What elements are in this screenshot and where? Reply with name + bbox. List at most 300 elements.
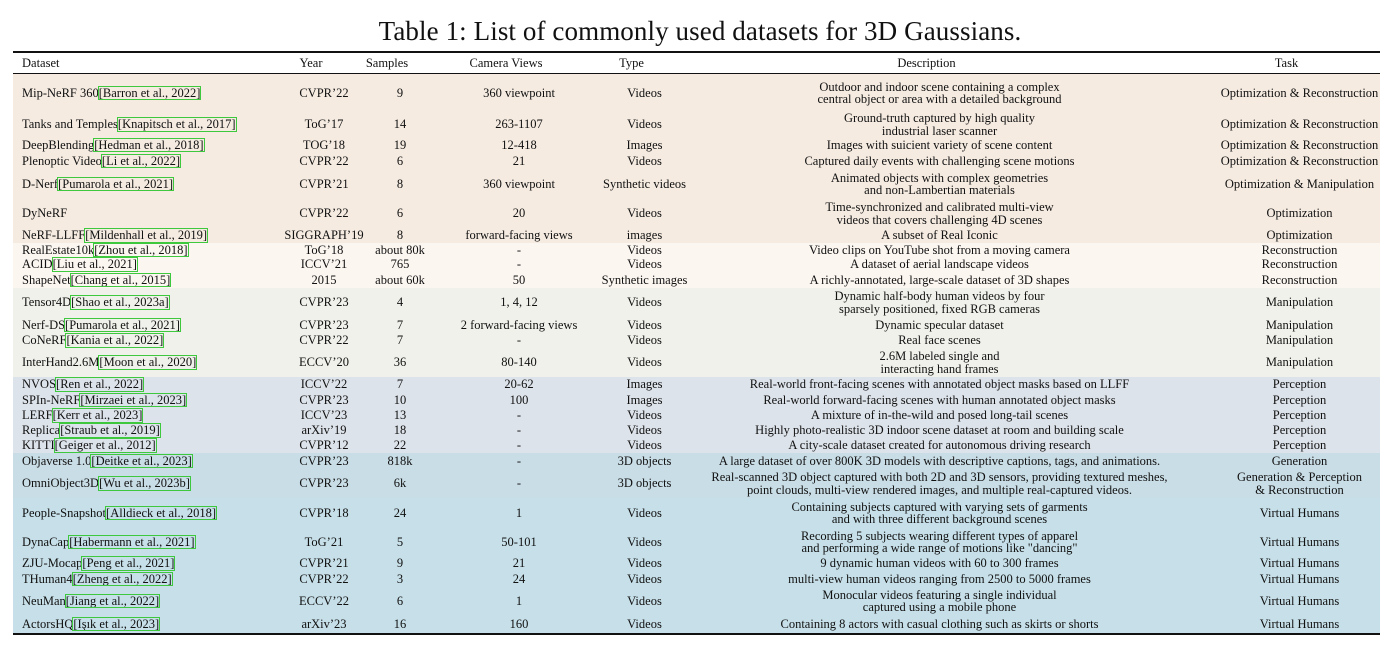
dataset-name: CoNeRF <box>22 333 67 348</box>
cell-type: Videos <box>627 206 662 221</box>
citation-link[interactable]: [Knapitsch et al., 2017] <box>117 117 236 132</box>
cell-description <box>687 408 1192 423</box>
cell-year: ICCV’21 <box>300 257 348 272</box>
cell-camera-views: 1, 4, 12 <box>500 295 538 310</box>
cell-samples: 9 <box>396 85 404 100</box>
cell-task <box>1189 587 1400 615</box>
cell-year: CVPR’23 <box>299 317 349 332</box>
task-line: Reconstruction <box>1261 242 1338 257</box>
table-row <box>13 408 1380 423</box>
table-row <box>13 453 1380 469</box>
cell-samples: about 80k <box>375 242 425 257</box>
description-line: central object or area with a detailed background <box>817 92 1062 106</box>
bottom-rule <box>13 633 1380 635</box>
cell-dataset <box>22 556 292 571</box>
header-camera-views: Camera Views <box>469 56 543 71</box>
cell-camera-views: 12-418 <box>501 137 537 152</box>
cell-dataset <box>22 257 292 272</box>
table-row <box>13 169 1380 199</box>
cell-task <box>1189 257 1400 272</box>
cell-type: Videos <box>627 505 662 520</box>
cell-year: TOG’18 <box>302 137 346 152</box>
description-line: interacting hand frames <box>880 361 999 376</box>
cell-year: CVPR’21 <box>299 176 349 191</box>
cell-camera-views: 360 viewpoint <box>483 85 555 100</box>
cell-samples: 36 <box>393 355 407 370</box>
cell-type: Videos <box>627 438 662 453</box>
table-row <box>13 228 1380 243</box>
citation-link[interactable]: [Hedman et al., 2018] <box>94 137 204 152</box>
cell-description <box>687 169 1192 199</box>
cell-samples: 818k <box>387 453 413 468</box>
cell-camera-views: 50-101 <box>501 534 537 549</box>
cell-samples: 8 <box>396 176 404 191</box>
citation-link[interactable]: [Pumarola et al., 2021] <box>65 317 180 332</box>
cell-description <box>687 392 1192 408</box>
description-line: Animated objects with complex geometries <box>830 170 1049 185</box>
description-line: Real-world front-facing scenes with annotated object masks based on LLFF <box>749 377 1130 392</box>
cell-type: Images <box>626 392 663 407</box>
table-row <box>13 199 1380 228</box>
dataset-name: ActorsHQ <box>22 616 74 631</box>
dataset-name: RealEstate10k <box>22 242 95 257</box>
cell-description <box>687 228 1192 243</box>
description-line: and performing a wide range of motions like "dancing" <box>801 541 1078 555</box>
description-line: Containing 8 actors with casual clothing such as skirts or shorts <box>780 616 1099 631</box>
description-line: captured using a mobile phone <box>862 600 1017 614</box>
cell-camera-views: 360 viewpoint <box>483 176 555 191</box>
dataset-name: People-Snapshot <box>22 505 107 520</box>
description-line: Highly photo-realistic 3D indoor scene dataset at room and building scale <box>755 423 1124 438</box>
cell-description <box>687 288 1192 317</box>
cell-task <box>1189 498 1400 528</box>
cell-year: arXiv’19 <box>301 423 347 438</box>
dataset-name: Mip-NeRF 360 <box>22 85 99 100</box>
cell-description <box>687 153 1192 169</box>
task-line: Optimization & Reconstruction <box>1220 153 1379 168</box>
table-row <box>13 74 1380 112</box>
citation-link[interactable]: [Shao et al., 2023a] <box>71 295 169 310</box>
citation-link[interactable]: [Zhou et al., 2018] <box>94 242 188 257</box>
citation-link[interactable]: [Straub et al., 2019] <box>60 423 160 438</box>
task-line: Reconstruction <box>1261 257 1338 272</box>
cell-description <box>687 272 1192 288</box>
cell-type: Videos <box>627 571 662 586</box>
cell-samples: 18 <box>393 423 407 438</box>
cell-description <box>687 423 1192 438</box>
cell-dataset <box>22 377 292 392</box>
description-line: Captured daily events with challenging scene motions <box>804 153 1075 168</box>
cell-description <box>687 587 1192 615</box>
cell-type: Videos <box>627 534 662 549</box>
table-row <box>13 528 1380 556</box>
cell-dataset <box>22 392 292 408</box>
task-line: Optimization <box>1266 206 1333 221</box>
cell-type: Videos <box>627 317 662 332</box>
description-line: Ground-truth captured by high quality <box>844 111 1035 125</box>
dataset-name: ACID <box>22 257 53 272</box>
citation-link[interactable]: [Barron et al., 2022] <box>98 85 201 100</box>
table-row <box>13 438 1380 453</box>
cell-camera-views: 21 <box>512 153 526 168</box>
cell-samples: 19 <box>393 137 407 152</box>
description-line: and non-Lambertian materials <box>864 183 1015 197</box>
table-row <box>13 272 1380 288</box>
cell-camera-views: - <box>516 242 522 257</box>
cell-task <box>1189 153 1400 169</box>
table-row <box>13 257 1380 272</box>
cell-camera-views: 100 <box>509 392 529 407</box>
cell-dataset <box>22 571 292 587</box>
citation-link[interactable]: [Alldieck et al., 2018] <box>106 505 217 520</box>
cell-description <box>687 137 1192 153</box>
table-row <box>13 587 1380 615</box>
cell-year: CVPR’22 <box>299 85 349 100</box>
citation-link[interactable]: [Pumarola et al., 2021] <box>58 176 173 191</box>
cell-year: CVPR’23 <box>299 392 349 407</box>
cell-dataset <box>22 169 292 199</box>
dataset-name: Plenoptic Video <box>22 153 102 168</box>
cell-task <box>1189 333 1400 348</box>
table-row <box>13 153 1380 169</box>
table-row <box>13 469 1380 498</box>
description-line: Real face scenes <box>898 333 981 348</box>
table-row <box>13 333 1380 348</box>
dataset-name: NeuMan <box>22 593 66 608</box>
cell-dataset <box>22 453 292 469</box>
cell-camera-views: forward-facing views <box>465 228 573 243</box>
cell-description <box>687 348 1192 377</box>
cell-samples: 16 <box>393 616 407 631</box>
cell-camera-views: 160 <box>509 616 529 631</box>
cell-year: CVPR’18 <box>299 505 349 520</box>
cell-samples: 7 <box>396 377 404 392</box>
task-line: Perception <box>1272 408 1327 423</box>
cell-task <box>1189 317 1400 333</box>
cell-camera-views: 263-1107 <box>495 117 543 132</box>
task-line: Perception <box>1272 392 1327 407</box>
cell-dataset <box>22 528 292 556</box>
dataset-name: DeepBlending <box>22 137 95 152</box>
cell-task <box>1189 74 1400 112</box>
cell-year: arXiv’23 <box>301 616 347 631</box>
cell-dataset <box>22 438 292 453</box>
cell-camera-views: 24 <box>512 571 526 586</box>
cell-camera-views: 20 <box>512 206 526 221</box>
header-year: Year <box>299 56 323 71</box>
dataset-name: InterHand2.6M <box>22 355 100 370</box>
task-line: Optimization & Reconstruction <box>1220 117 1379 132</box>
cell-samples: 5 <box>396 534 404 549</box>
cell-description <box>687 453 1192 469</box>
cell-year: ICCV’22 <box>300 377 348 392</box>
cell-samples: 9 <box>396 556 404 571</box>
cell-description <box>687 243 1192 257</box>
cell-camera-views: - <box>516 453 522 468</box>
cell-samples: 6k <box>393 476 407 491</box>
table-row <box>13 348 1380 377</box>
dataset-name: ZJU-Mocap <box>22 556 83 571</box>
cell-camera-views: - <box>516 423 522 438</box>
citation-link[interactable]: [Chang et al., 2015] <box>70 272 171 287</box>
cell-samples: 3 <box>396 571 404 586</box>
cell-dataset <box>22 199 292 228</box>
cell-year: 2015 <box>311 272 337 287</box>
cell-type: Synthetic images <box>601 272 688 287</box>
dataset-name: DynaCap <box>22 534 70 549</box>
cell-task <box>1189 408 1400 423</box>
dataset-name: THuman4 <box>22 571 73 586</box>
task-line: Optimization <box>1266 228 1333 243</box>
cell-samples: 22 <box>393 438 407 453</box>
cell-task <box>1189 137 1400 153</box>
cell-camera-views: 20-62 <box>504 377 534 392</box>
cell-year: CVPR’22 <box>299 153 349 168</box>
citation-link[interactable]: [Mirzaei et al., 2023] <box>80 392 187 407</box>
task-line: Virtual Humans <box>1259 593 1340 608</box>
citation-link[interactable]: [Liu et al., 2021] <box>52 257 137 272</box>
cell-description <box>687 199 1192 228</box>
cell-task <box>1189 469 1400 498</box>
citation-link[interactable]: [Wu et al., 2023b] <box>99 476 190 491</box>
cell-year: CVPR’23 <box>299 453 349 468</box>
cell-camera-views: 1 <box>515 593 523 608</box>
description-line: Video clips on YouTube shot from a moving camera <box>809 242 1070 257</box>
cell-description <box>687 257 1192 272</box>
cell-dataset <box>22 408 292 423</box>
cell-camera-views: - <box>516 438 522 453</box>
header-description: Description <box>897 56 956 71</box>
cell-dataset <box>22 498 292 528</box>
cell-year: CVPR’22 <box>299 571 349 586</box>
table-row <box>13 556 1380 571</box>
cell-type: Images <box>626 377 663 392</box>
description-line: Recording 5 subjects wearing different types of apparel <box>800 528 1079 543</box>
task-line: Virtual Humans <box>1259 571 1340 586</box>
table-row <box>13 423 1380 438</box>
header-task: Task <box>1274 56 1299 71</box>
cell-type: Videos <box>627 117 662 132</box>
citation-link[interactable]: [Mildenhall et al., 2019] <box>85 228 208 243</box>
dataset-name: NeRF-LLFF <box>22 228 86 243</box>
table-row <box>13 498 1380 528</box>
citation-link[interactable]: [Jiang et al., 2022] <box>65 593 160 608</box>
description-line: 2.6M labeled single and <box>879 349 1000 363</box>
cell-samples: 4 <box>396 295 404 310</box>
description-line: Time-synchronized and calibrated multi-view <box>825 200 1054 214</box>
cell-camera-views: 80-140 <box>501 355 537 370</box>
task-line: Manipulation <box>1265 317 1334 332</box>
dataset-name: ShapeNet <box>22 272 71 287</box>
citation-link[interactable]: [Li et al., 2022] <box>101 153 181 168</box>
task-line: Virtual Humans <box>1259 556 1340 571</box>
cell-year: CVPR’22 <box>299 206 349 221</box>
table-row <box>13 317 1380 333</box>
cell-year: CVPR’23 <box>299 476 349 491</box>
cell-dataset <box>22 469 292 498</box>
cell-description <box>687 317 1192 333</box>
task-line: Generation <box>1271 453 1328 468</box>
cell-dataset <box>22 288 292 317</box>
table-row <box>13 112 1380 137</box>
cell-type: Videos <box>627 616 662 631</box>
table-row <box>13 571 1380 587</box>
cell-samples: 6 <box>396 206 404 221</box>
cell-task <box>1189 228 1400 243</box>
task-line: Manipulation <box>1265 295 1334 310</box>
cell-camera-views: 1 <box>515 505 523 520</box>
cell-dataset <box>22 317 292 333</box>
cell-task <box>1189 169 1400 199</box>
cell-type: Videos <box>627 355 662 370</box>
citation-link[interactable]: [Işık et al., 2023] <box>73 616 160 631</box>
cell-task <box>1189 615 1400 633</box>
cell-type: Videos <box>627 295 662 310</box>
table-row <box>13 243 1380 257</box>
description-line: sparsely positioned, fixed RGB cameras <box>839 301 1040 316</box>
cell-description <box>687 556 1192 571</box>
cell-type: Videos <box>627 153 662 168</box>
cell-year: ECCV’20 <box>299 355 349 370</box>
table-row <box>13 615 1380 633</box>
cell-description <box>687 498 1192 528</box>
cell-task <box>1189 453 1400 469</box>
task-line: Virtual Humans <box>1259 616 1340 631</box>
description-line: A large dataset of over 800K 3D models with descriptive captions, tags, and animations. <box>718 453 1161 468</box>
cell-type: Videos <box>627 333 662 348</box>
cell-task <box>1189 288 1400 317</box>
cell-task <box>1189 556 1400 571</box>
cell-year: ICCV’23 <box>300 408 348 423</box>
task-line: Reconstruction <box>1261 272 1338 287</box>
description-line: 9 dynamic human videos with 60 to 300 frames <box>820 556 1059 571</box>
task-line: Optimization & Reconstruction <box>1220 137 1379 152</box>
cell-dataset <box>22 423 292 438</box>
citation-link[interactable]: [Peng et al., 2021] <box>82 556 175 571</box>
cell-description <box>687 333 1192 348</box>
dataset-name: Nerf-DS <box>22 317 66 332</box>
task-line: Optimization & Reconstruction <box>1220 85 1379 100</box>
cell-dataset <box>22 272 292 288</box>
cell-dataset <box>22 228 292 243</box>
cell-samples: 765 <box>390 257 410 272</box>
cell-task <box>1189 272 1400 288</box>
cell-dataset <box>22 348 292 377</box>
cell-description <box>687 377 1192 392</box>
dataset-name: Tanks and Temples <box>22 117 118 132</box>
task-line: Perception <box>1272 438 1327 453</box>
cell-type: Synthetic videos <box>603 176 686 191</box>
description-line: A city-scale dataset created for autonomous driving research <box>788 438 1091 453</box>
dataset-name: NVOS <box>22 377 57 392</box>
cell-camera-views: - <box>516 476 522 491</box>
cell-type: Videos <box>627 85 662 100</box>
cell-type: Videos <box>627 242 662 257</box>
citation-link[interactable]: [Habermann et al., 2021] <box>69 534 195 549</box>
cell-samples: 7 <box>396 333 404 348</box>
dataset-name: SPIn-NeRF <box>22 392 81 407</box>
dataset-name: Objaverse 1.0 <box>22 453 92 468</box>
cell-task <box>1189 528 1400 556</box>
table-row <box>13 137 1380 153</box>
table-header <box>0 54 1400 73</box>
citation-link[interactable]: [Deitke et al., 2023] <box>91 453 192 468</box>
citation-link[interactable]: [Kerr et al., 2023] <box>52 408 143 423</box>
task-line: Optimization & Manipulation <box>1224 176 1375 191</box>
cell-samples: 24 <box>393 505 407 520</box>
cell-dataset <box>22 615 292 633</box>
dataset-name: Tensor4D <box>22 295 72 310</box>
cell-year: SIGGRAPH’19 <box>284 228 364 243</box>
citation-link[interactable]: [Moon et al., 2020] <box>99 355 197 370</box>
cell-task <box>1189 243 1400 257</box>
cell-year: CVPR’21 <box>299 556 349 571</box>
dataset-name: Replica <box>22 423 61 438</box>
cell-description <box>687 469 1192 498</box>
cell-description <box>687 571 1192 587</box>
dataset-name: DyNeRF <box>22 206 68 221</box>
cell-type: Videos <box>627 408 662 423</box>
description-line: videos that covers challenging 4D scenes <box>836 212 1043 227</box>
description-line: and with three different background scenes <box>831 512 1048 526</box>
cell-type: Images <box>626 137 663 152</box>
cell-samples: 13 <box>393 408 407 423</box>
description-line: A richly-annotated, large-scale dataset of 3D shapes <box>809 272 1070 287</box>
description-line: A subset of Real Iconic <box>881 228 998 243</box>
cell-task <box>1189 423 1400 438</box>
cell-samples: 10 <box>393 392 407 407</box>
citation-link[interactable]: [Kania et al., 2022] <box>66 333 164 348</box>
table-row <box>13 288 1380 317</box>
task-line: Perception <box>1272 423 1327 438</box>
top-rule <box>13 51 1380 53</box>
task-line: Manipulation <box>1265 333 1334 348</box>
cell-task <box>1189 571 1400 587</box>
cell-camera-views: 21 <box>512 556 526 571</box>
description-line: Dynamic half-body human videos by four <box>834 289 1045 303</box>
cell-year: ToG’18 <box>304 242 344 257</box>
cell-dataset <box>22 587 292 615</box>
citation-link[interactable]: [Geiger et al., 2012] <box>54 438 156 453</box>
cell-year: CVPR’23 <box>299 295 349 310</box>
cell-samples: 6 <box>396 593 404 608</box>
header-samples: Samples <box>365 56 409 71</box>
cell-samples: 6 <box>396 153 404 168</box>
task-line: Virtual Humans <box>1259 505 1340 520</box>
cell-year: CVPR’12 <box>299 438 349 453</box>
description-line: Real-scanned 3D object captured with both 2D and 3D sensors, providing textured meshes, <box>711 470 1168 484</box>
citation-link[interactable]: [Zheng et al., 2022] <box>72 571 172 586</box>
cell-year: ECCV’22 <box>299 593 349 608</box>
description-line: A mixture of in-the-wild and posed long-tail scenes <box>810 408 1069 423</box>
description-line: Monocular videos featuring a single individual <box>822 587 1057 602</box>
cell-camera-views: - <box>516 408 522 423</box>
description-line: point clouds, multi-view rendered images, and multiple real-captured videos. <box>747 482 1132 497</box>
task-line: Virtual Humans <box>1259 534 1340 549</box>
cell-task <box>1189 348 1400 377</box>
cell-task <box>1189 392 1400 408</box>
cell-dataset <box>22 153 292 169</box>
dataset-name: LERF <box>22 408 53 423</box>
cell-samples: 14 <box>393 117 407 132</box>
citation-link[interactable]: [Ren et al., 2022] <box>56 377 144 392</box>
task-line: Manipulation <box>1265 355 1334 370</box>
cell-task <box>1189 112 1400 137</box>
cell-dataset <box>22 112 292 137</box>
cell-samples: about 60k <box>375 272 425 287</box>
cell-year: ToG’21 <box>304 534 344 549</box>
header-dataset: Dataset <box>22 56 60 71</box>
